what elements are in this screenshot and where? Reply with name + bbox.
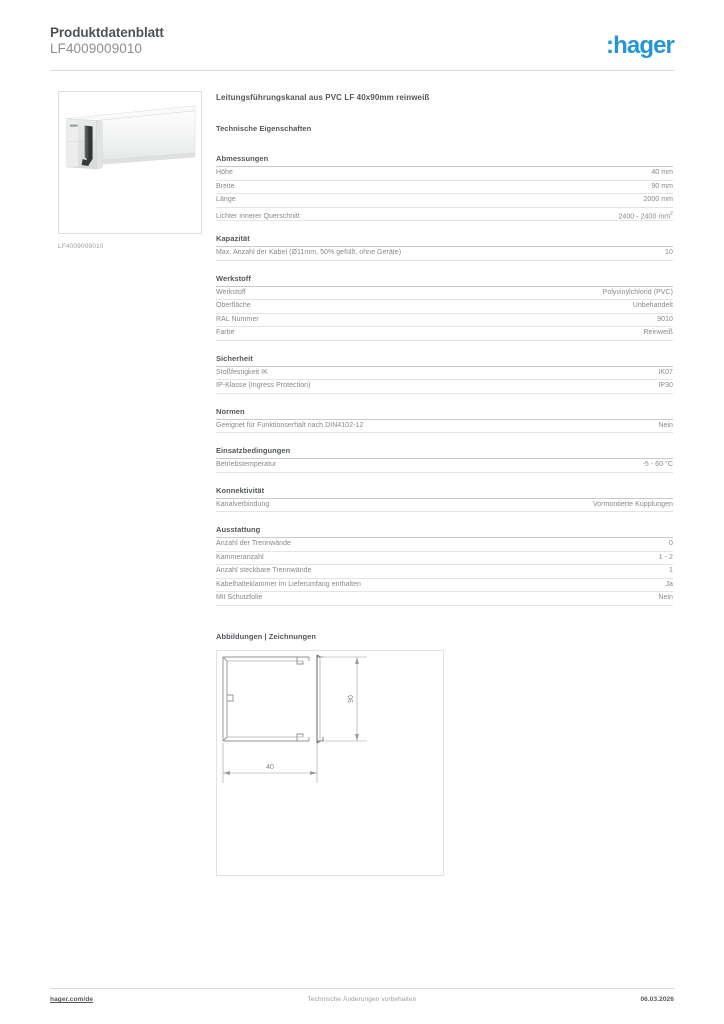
spec-row-value: Polyvinylchlorid (PVC): [602, 288, 673, 296]
spec-row-value: 1 - 2: [658, 553, 673, 561]
spec-row-value: 2000 mm: [643, 196, 673, 203]
spec-row-label: Kanalverbindung: [216, 500, 270, 508]
spec-row: [216, 420, 673, 434]
spec-group: [216, 407, 673, 434]
spec-group-title: Werkstoff: [216, 274, 673, 287]
spec-row-label: Werkstoff: [216, 288, 246, 296]
spec-row: [216, 579, 673, 593]
spec-row: [216, 380, 673, 394]
hager-logo: [606, 33, 674, 59]
spec-group-title: Normen: [216, 407, 673, 420]
logo-wordmark: hager: [613, 32, 674, 59]
spec-row-value: 90 mm: [651, 182, 673, 190]
spec-group-title: Sicherheit: [216, 354, 673, 367]
spec-row-label: Lichter innerer Querschnitt: [216, 212, 300, 220]
spec-row: [216, 565, 673, 579]
spec-row-value: 10: [665, 249, 673, 256]
spec-row: [216, 287, 673, 301]
header-divider: [50, 70, 674, 71]
spec-row-value: 1: [669, 567, 673, 574]
logo-colon: :: [606, 32, 614, 59]
page-title: Produktdatenblatt: [50, 25, 164, 40]
spec-row-value: Reinweiß: [643, 329, 673, 336]
spec-row: [216, 538, 673, 552]
spec-row: [216, 247, 673, 261]
spec-group-title: Abmessungen: [216, 154, 673, 167]
spec-group: [216, 354, 673, 394]
spec-row: [216, 327, 673, 341]
product-image-caption: LF4009009010: [58, 243, 104, 250]
spec-row-label: Farbe: [216, 329, 235, 336]
spec-row-label: Stoßfestigkeit IK: [216, 368, 268, 376]
spec-row: [216, 181, 673, 195]
cross-section-drawing: [217, 651, 443, 875]
spec-row-label: Höhe: [216, 169, 233, 176]
footer-disclaimer: Technische Änderungen vorbehalten: [307, 996, 417, 1003]
spec-row-value: 40 mm: [651, 169, 673, 176]
spec-group-title: Konnektivität: [216, 486, 673, 499]
spec-group: [216, 234, 673, 261]
spec-row-label: IP-Klasse (Ingress Protection): [216, 382, 311, 389]
technical-drawing-frame: [216, 650, 444, 876]
spec-row-label: Max. Anzahl der Kabel (Ø11mm, 50% gefüllt, ohne Geräte): [216, 249, 402, 256]
page-header: [50, 25, 674, 70]
spec-row: [216, 592, 673, 606]
spec-group: [216, 486, 673, 513]
page-footer: [50, 996, 674, 1010]
spec-row-value: Nein: [658, 421, 673, 429]
spec-row-value: 9010: [657, 315, 673, 323]
technical-properties-heading: Technische Eigenschaften: [216, 124, 312, 133]
spec-row-value: 0: [669, 540, 673, 547]
dimension-height-label: 90: [348, 695, 355, 703]
spec-group: [216, 446, 673, 473]
footer-website-link[interactable]: hager.com/de: [50, 996, 94, 1003]
spec-row-value: Vormontierte Kupplungen: [592, 500, 673, 508]
spec-row-label: Kabelhalteklammer im Lieferumfang enthalten: [216, 580, 361, 588]
spec-row-value: Ja: [665, 580, 673, 588]
spec-group: [216, 274, 673, 341]
spec-row-label: Breite: [216, 182, 235, 190]
spec-group-title: Einsatzbedingungen: [216, 446, 673, 459]
spec-row-label: Länge: [216, 196, 236, 203]
spec-group: [216, 154, 673, 221]
spec-row-label: Anzahl der Trennwände: [216, 540, 291, 547]
footer-divider: [50, 988, 674, 989]
spec-row-value: Unbehandelt: [632, 302, 673, 309]
spec-row-value: Nein: [658, 594, 673, 601]
spec-row-label: RAL Nummer: [216, 315, 259, 323]
spec-groups: [216, 154, 673, 606]
spec-group-title: Kapazität: [216, 234, 673, 247]
spec-row: [216, 459, 673, 473]
footer-date: 06.03.2026: [640, 996, 674, 1003]
spec-row-value: -5 - 60 °C: [642, 461, 673, 468]
spec-row-label: Oberfläche: [216, 302, 251, 309]
product-name: Leitungsführungskanal aus PVC LF 40x90mm reinweiß: [216, 93, 430, 102]
product-image-frame: [58, 91, 202, 234]
spec-row-label: Kammeranzahl: [216, 553, 264, 561]
spec-row-label: Betriebstemperatur: [216, 461, 277, 468]
spec-group-title: Ausstattung: [216, 525, 673, 538]
specifications-section: [216, 93, 673, 619]
spec-row-label: Geeignet für Funktionserhalt nach DIN4102-12: [216, 421, 364, 429]
dimension-width-label: 40: [266, 764, 274, 771]
spec-row-value: IK07: [658, 368, 673, 376]
spec-row-value: IP30: [658, 382, 673, 389]
spec-row: [216, 552, 673, 566]
spec-row-label: Mit Schutzfolie: [216, 594, 263, 601]
spec-row-label: Anzahl steckbare Trennwände: [216, 567, 312, 574]
spec-row-value: 2400 - 2400 $mm^2$: [618, 210, 673, 220]
cable-trunking-photo: [59, 92, 201, 233]
spec-group: [216, 525, 673, 606]
spec-row: [216, 367, 673, 381]
spec-row: [216, 499, 673, 513]
spec-row: [216, 314, 673, 328]
spec-row: [216, 208, 673, 222]
page-subtitle-article-number: LF4009009010: [50, 41, 143, 56]
spec-row: [216, 167, 673, 181]
spec-row: [216, 300, 673, 314]
drawings-heading: Abbildungen | Zeichnungen: [216, 632, 317, 641]
spec-row: [216, 194, 673, 208]
